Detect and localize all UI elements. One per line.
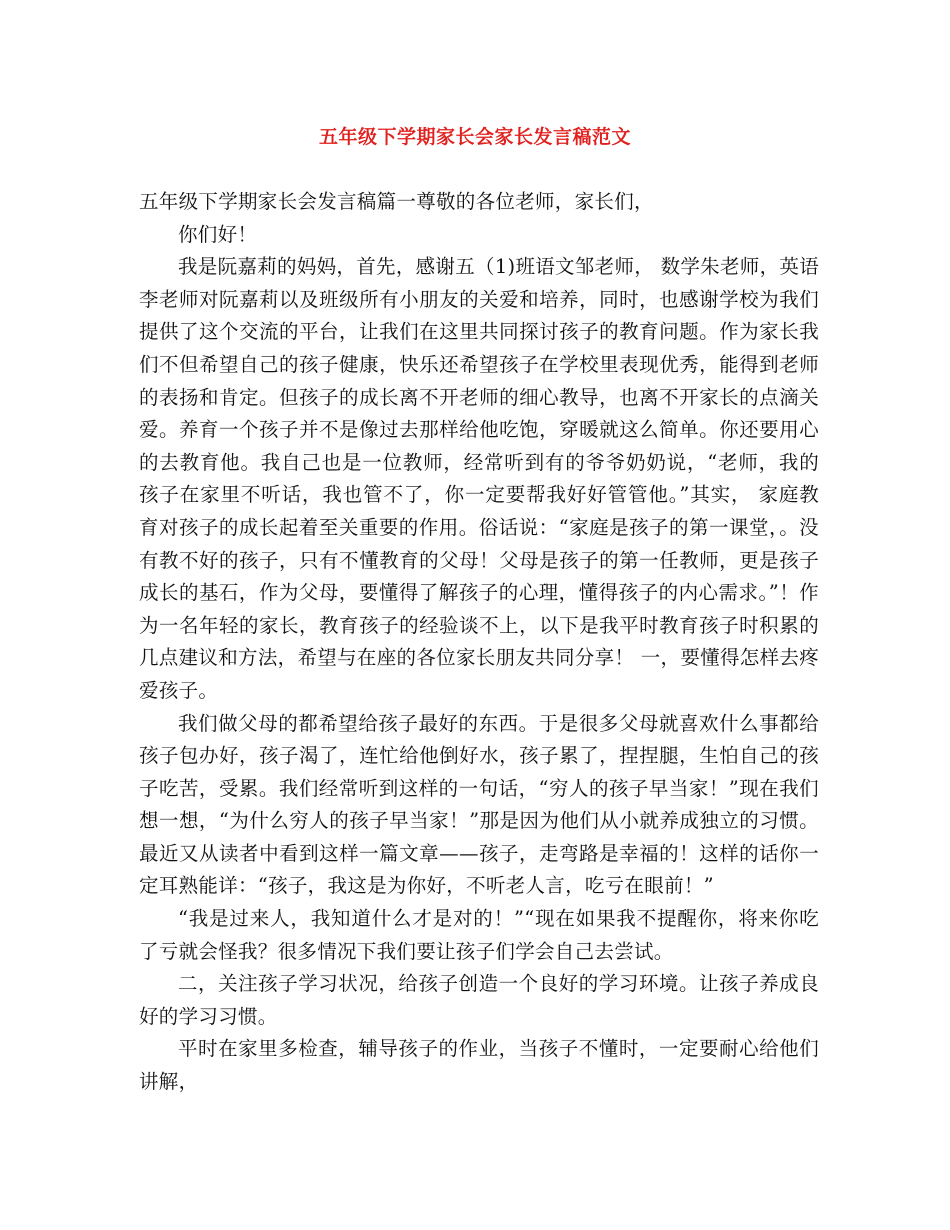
document-title: 五年级下学期家长会家长发言稿范文 xyxy=(318,126,631,148)
paragraph-greeting: 你们好！ xyxy=(178,222,258,246)
paragraph-introduction: 我是阮嘉莉的妈妈，首先，感谢五（1)班语文邹老师， 数学朱老师，英语李老师对阮嘉莉以及班级所有小朋友的关爱和培养，同时，也感谢学校为我们提供了这个交流的平台，让我们在这里共同探讨孩子的教育问题。作为家长我们不但希望自己的孩子健康，快乐还希望孩子在学校里表现优秀，能得到老师的表扬和肯定。但孩子的成长离不开老师的细心教导，也离不开家长的点滴关爱。养育一个孩子并不是像过去那样给他吃饱，穿暖就这么简单。你还要用心的去教育他。我自己也是一位教师，经常听到有的爷爷奶奶说，“老师，我的孩子在家里不听话，我也管不了，你一定要帮我好好管管他。”其实， 家庭教育对孩子的成长起着至关重要的作用。俗话说：“家庭是孩子的第一课堂，。没有教不好的孩子，只有不懂教育的父母！父母是孩子的第一任教师，更是孩子成长的基石，作为父母，要懂得了解孩子的心理，懂得孩子的内心需求。”！作为一名年轻的家长，教育孩子的经验谈不上，以下是我平时教育孩子时积累的几点建议和方法，希望与在座的各位家长朋友共同分享！ 一，要懂得怎样去疼爱孩子。 xyxy=(139,255,819,702)
document-body xyxy=(139,186,819,1099)
paragraph-experience-quote: “我是过来人，我知道什么才是对的！”“现在如果我不提醒你，将来你吃了亏就会怪我？很多情况下我们要让孩子们学会自己去尝试。 xyxy=(139,907,819,963)
paragraph-salutation: 五年级下学期家长会发言稿篇一尊敬的各位老师，家长们， xyxy=(139,190,654,213)
paragraph-point-two: 二，关注孩子学习状况，给孩子创造一个良好的学习环境。让孩子养成良好的学习习惯。 xyxy=(139,972,819,1028)
paragraph-love-children: 我们做父母的都希望给孩子最好的东西。于是很多父母就喜欢什么事都给孩子包办好，孩子渴了，连忙给他倒好水，孩子累了，捏捏腿，生怕自己的孩子吃苦，受累。我们经常听到这样的一句话，“穷人的孩子早当家！”现在我们想一想，“为什么穷人的孩子早当家！”那是因为他们从小就养成独立的习惯。最近又从读者中看到这样一篇文章——孩子，走弯路是幸福的！这样的话你一定耳熟能详：“孩子，我这是为你好，不听老人言，吃亏在眼前！” xyxy=(139,711,819,898)
paragraph-homework: 平时在家里多检查，辅导孩子的作业，当孩子不懂时，一定要耐心给他们讲解， xyxy=(139,1037,819,1094)
